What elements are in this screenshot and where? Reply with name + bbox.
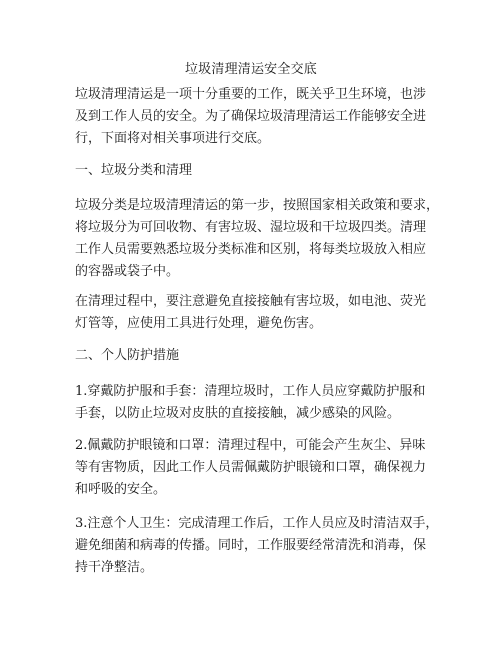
intro-paragraph: [75, 84, 440, 150]
text-line: 的容器或袋子中。: [75, 264, 180, 279]
text-line: 在清理过程中，要注意避免直接接触有害垃圾，如电池、荧光: [75, 294, 427, 309]
text-line: 灯管等，应使用工具进行处理，避免伤害。: [75, 316, 323, 331]
section-heading-2: [75, 345, 440, 367]
protection-item-2: [75, 435, 440, 501]
protection-item-1: [75, 381, 440, 425]
text-line: 垃圾清理清运是一项十分重要的工作，既关乎卫生环境，也涉: [75, 87, 427, 102]
hazard-paragraph: [75, 291, 440, 335]
text-line: 避免细菌和病毒的传播。同时，工作服要经常清洗和消毒，保: [75, 538, 427, 553]
text-line: 工作人员需要熟悉垃圾分类标准和区别，将每类垃圾放入相应: [75, 242, 427, 257]
text-line: 2.佩戴防护眼镜和口罩：清理过程中，可能会产生灰尘、异味: [75, 438, 426, 453]
text-line: 和呼吸的安全。: [75, 482, 167, 497]
text-line: 及到工作人员的安全。为了确保垃圾清理清运工作能够安全进: [75, 109, 427, 124]
text-line: 3.注意个人卫生：完成清理工作后，工作人员应及时清洁双手，: [75, 516, 439, 531]
document-title: 垃圾清理清运安全交底: [184, 62, 317, 77]
section-heading-text: 一、垃圾分类和清理: [75, 163, 193, 178]
section-heading-1: [75, 160, 440, 182]
text-line: 将垃圾分为可回收物、有害垃圾、湿垃圾和干垃圾四类。清理: [75, 220, 427, 235]
section-heading-text: 二、个人防护措施: [75, 348, 180, 363]
text-line: 手套，以防止垃圾对皮肤的直接接触，减少感染的风险。: [75, 406, 401, 421]
sorting-paragraph: [75, 195, 440, 283]
text-line: 持干净整洁。: [75, 560, 154, 575]
protection-item-3: [75, 513, 440, 579]
text-line: 行，下面将对相关事项进行交底。: [75, 131, 271, 146]
text-line: 垃圾分类是垃圾清理清运的第一步，按照国家相关政策和要求，: [75, 198, 440, 213]
text-line: 等有害物质，因此工作人员需佩戴防护眼镜和口罩，确保视力: [75, 460, 427, 475]
text-line: 1.穿戴防护服和手套：清理垃圾时，工作人员应穿戴防护服和: [75, 384, 426, 399]
